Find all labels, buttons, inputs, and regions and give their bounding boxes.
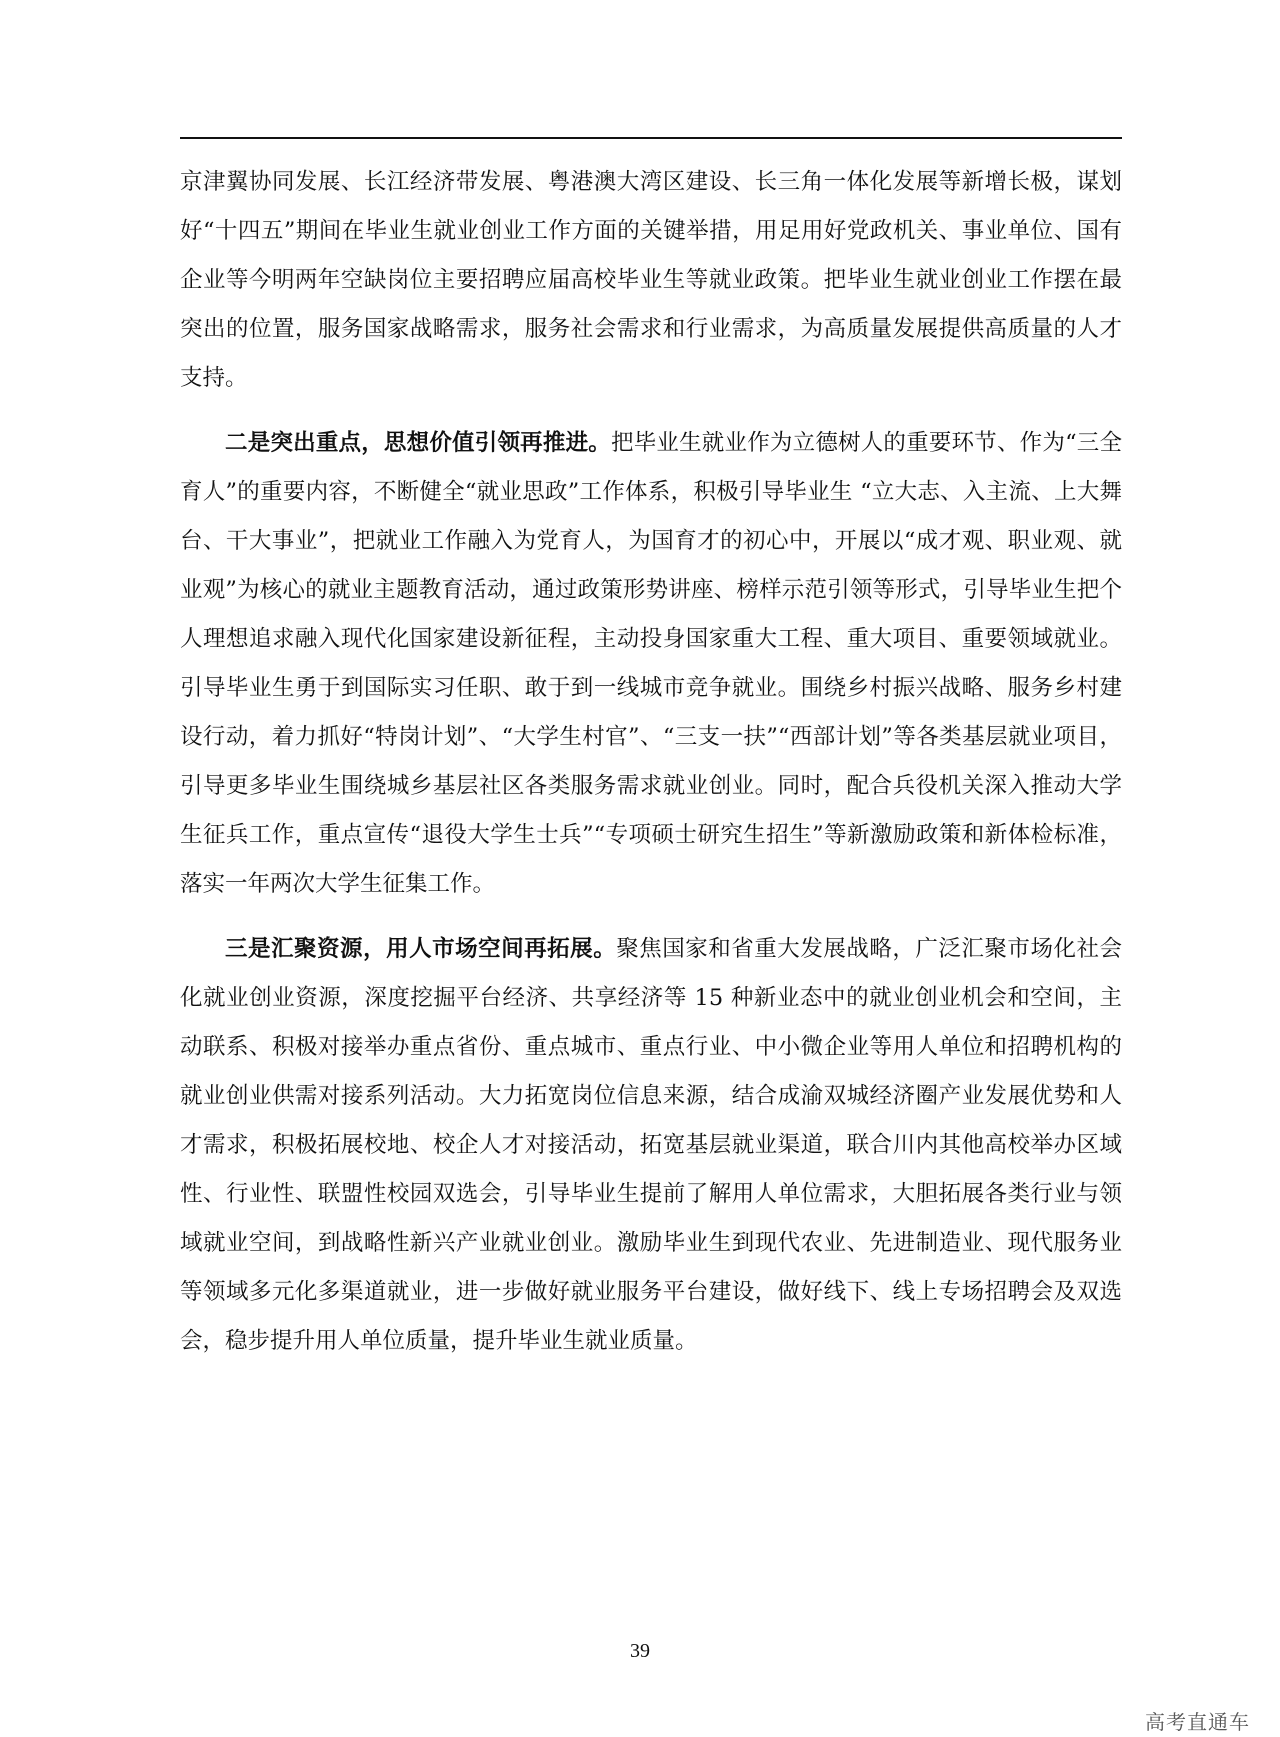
paragraph-continuation [180, 158, 1122, 403]
page-number: 39 [630, 1640, 650, 1662]
paragraph-text: 聚焦国家和省重大发展战略，广泛汇聚市场化社会化就业创业资源，深度挖掘平台经济、共享经济等 15 种新业态中的就业创业机会和空间，主动联系、积极对接举办重点省份、重点城市、重点行业、中小微企业等用人单位和招聘机构的就业创业供需对接系列活动。大力拓宽岗位信息来源，结合成渝双城经济圈产业发展优势和人才需求，积极拓展校地、校企人才对接活动，拓宽基层就业渠道，联合川内其他高校举办区域性、行业性、联盟性校园双选会，引导毕业生提前了解用人单位需求，大胆拓展各类行业与领域就业空间，到战略性新兴产业就业创业。激励毕业生到现代农业、先进制造业、现代服务业等领域多元化多渠道就业，进一步做好就业服务平台建设，做好线下、线上专场招聘会及双选会，稳步提升用人单位质量，提升毕业生就业质量。 [180, 936, 1122, 1354]
paragraph-lead: 三是汇聚资源，用人市场空间再拓展。 [225, 936, 617, 962]
paragraph-text: 京津翼协同发展、长江经济带发展、粤港澳大湾区建设、长三角一体化发展等新增长极，谋划好“十四五”期间在毕业生就业创业工作方面的关键举措，用足用好党政机关、事业单位、国有企业等今明两年空缺岗位主要招聘应届高校毕业生等就业政策。把毕业生就业创业工作摆在最突出的位置，服务国家战略需求，服务社会需求和行业需求，为高质量发展提供高质量的人才支持。 [180, 169, 1122, 391]
document-body [180, 158, 1122, 1366]
paragraph-section-three [180, 925, 1122, 1366]
paragraph-section-two [180, 419, 1122, 909]
paragraph-lead: 二是突出重点，思想价值引领再推进。 [225, 430, 611, 456]
paragraph-text: 把毕业生就业作为立德树人的重要环节、作为“三全育人”的重要内容，不断健全“就业思政”工作体系，积极引导毕业生 “立大志、入主流、上大舞台、干大事业”，把就业工作融入为党育人，为国育才的初心中，开展以“成才观、职业观、就业观”为核心的就业主题教育活动，通过政策形势讲座、榜样示范引领等形式，引导毕业生把个人理想追求融入现代化国家建设新征程，主动投身国家重大工程、重大项目、重要领域就业。引导毕业生勇于到国际实习任职、敢于到一线城市竞争就业。围绕乡村振兴战略、服务乡村建设行动，着力抓好“特岗计划”、“大学生村官”、“三支一扶”“西部计划”等各类基层就业项目，引导更多毕业生围绕城乡基层社区各类服务需求就业创业。同时，配合兵役机关深入推动大学生征兵工作，重点宣传“退役大学生士兵”“专项硕士研究生招生”等新激励政策和新体检标准，落实一年两次大学生征集工作。 [180, 430, 1122, 897]
watermark: 高考直通车 [1145, 1710, 1250, 1734]
header-rule [180, 137, 1122, 139]
